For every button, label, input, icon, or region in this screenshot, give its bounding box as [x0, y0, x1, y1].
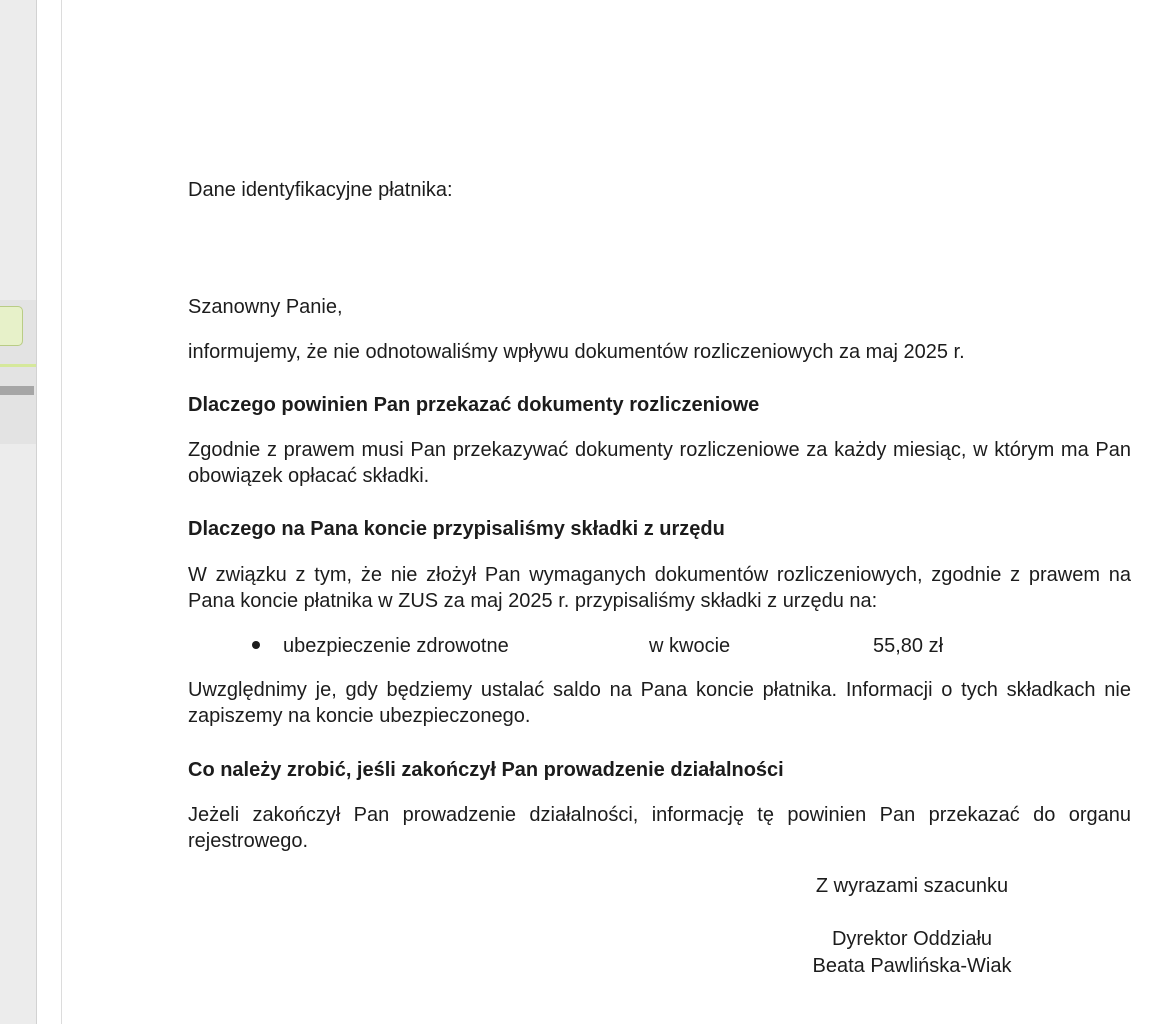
page-gutter	[37, 0, 62, 1024]
signatory-title: Dyrektor Oddziału	[831, 928, 993, 950]
signatory-name: Beata Pawlińska-Wiak	[812, 955, 1012, 977]
contribution-amount: 55,80 zł	[873, 635, 944, 657]
section-heading-why-submit: Dlaczego powinien Pan przekazać dokumenty rozliczeniowe	[188, 394, 760, 416]
section-heading-closing-business: Co należy zrobić, jeśli zakończył Pan prowadzenie działalności	[188, 759, 784, 781]
section-body-contributions: W związku z tym, że nie złożył Pan wymaganych dokumentów rozliczeniowych, zgodnie z prawem na Pana koncie płatnika w ZUS za maj 2025 r. przypisaliśmy składki z urzędu na:	[188, 564, 1131, 612]
section-heading-contributions: Dlaczego na Pana koncie przypisaliśmy składki z urzędu	[188, 518, 725, 540]
section-followup: Uwzględnimy je, gdy będziemy ustalać saldo na Pana koncie płatnika. Informacji o tych składkach nie zapiszemy na koncie ubezpieczonego.	[188, 679, 1131, 727]
letter-page	[62, 0, 1170, 1024]
contribution-type: ubezpieczenie zdrowotne	[283, 635, 509, 657]
side-panel-divider	[0, 364, 36, 367]
intro-paragraph: informujemy, że nie odnotowaliśmy wpływu dokumentów rozliczeniowych za maj 2025 r.	[188, 341, 965, 363]
side-panel-tab[interactable]	[0, 306, 23, 346]
side-panel-scroll-handle[interactable]	[0, 386, 34, 395]
section-body-why-submit: Zgodnie z prawem musi Pan przekazywać dokumenty rozliczeniowe za każdy miesiąc, w którym ma Pan obowiązek opłacać składki.	[188, 439, 1131, 487]
salutation: Szanowny Panie,	[188, 296, 343, 318]
side-panel	[0, 0, 37, 1024]
payer-id-label: Dane identyfikacyjne płatnika:	[188, 179, 453, 201]
section-body-closing-business: Jeżeli zakończył Pan prowadzenie działalności, informację tę powinien Pan przekazać do organu rejestrowego.	[188, 804, 1131, 852]
contribution-amount-label: w kwocie	[649, 635, 731, 657]
closing-phrase: Z wyrazami szacunku	[815, 875, 1009, 897]
bullet-icon	[252, 641, 260, 649]
